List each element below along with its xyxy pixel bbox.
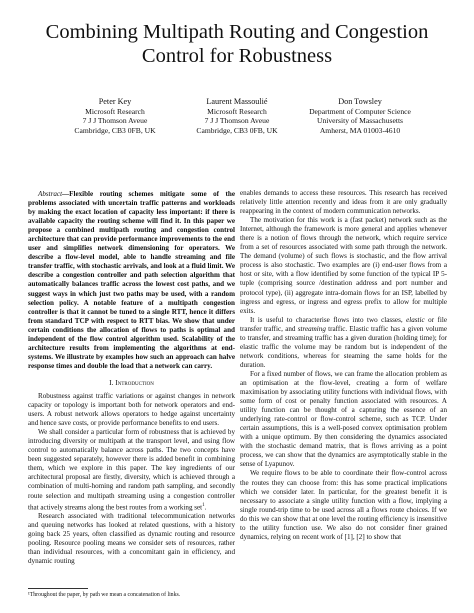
author-name: Don Towsley — [338, 97, 382, 106]
author-affiliation: Department of Computer Science — [309, 106, 411, 116]
author-affiliation: Microsoft Research — [207, 106, 267, 116]
footnote: ¹Throughout the paper, by path we mean a concatenation of links. — [28, 592, 181, 598]
section-heading: I. Introduction — [109, 377, 154, 387]
term-streaming: streaming — [297, 324, 326, 333]
term-elastic: elastic — [406, 315, 425, 324]
author-address: 7 J J Thomson Aveue — [82, 116, 148, 126]
intro-paragraph-3: Research associated with traditional telecommunication networks and queuing networks has looked at related questions, with a history going back 25 years, often classified as dynamic routing and resource pooling. Resource pooling means we consider sets of resources, rather than individual resources, with a concomitant gain in efficiency, and dynamic routing — [28, 511, 235, 566]
footnote-rule — [28, 588, 88, 589]
intro-paragraph-2: We shall consider a particular form of robustness that is achieved by introducing diversity or multipath at the transport level, and using flow control to automatically balance across paths. The two concepts have been suggested separately, however there is added benefit in combining them, which we explore in this paper. The key ingredients of our architectural proposal are firstly, diversity, which is achieved through a combination of multi-homing and random path sampling, and secondly route selection and multipath streaming using a congestion controller that actively streams along the best routes from a working set$^1$. — [28, 428, 235, 511]
right-paragraph-4: For a fixed number of flows, we can frame the allocation problem as an optimisation at the flow-level, creating a form of welfare maximisation by associating utility functions with individual flows, with some form of cost or penalty function associated with resources. A utility function can be thought of a capturing the essence of an underlying rate-control or flow-control scheme, such as TCP. Under certain assumptions, this is a well-posed convex optimisation problem with a unique optimum. By then considering the dynamics associated with the stochastic demand matrix, that is flows arriving as a point process, we can show that the dynamics are asymptotically stable in the sense of Lyapunov. — [240, 369, 447, 469]
intro-paragraph-1: Robustness against traffic variations or against changes in network capacity or topology is important both for network operators and end-users. A robust network allows operators to hedge against uncertainty and hence save costs, or provide performance benefits to end users. — [28, 391, 235, 428]
right-column — [240, 189, 447, 542]
abstract-lead: Abstract — [38, 190, 63, 198]
text-run: or file transfer traffic, and — [240, 315, 448, 333]
abstract-text: —Flexible routing schemes mitigate some of the problems associated with uncertain traffic patterns and workloads by making the exact location of capacity less important: if there is available capacity the routing scheme will find it. In this paper we propose a combined multipath routing and congestion control architecture that can provide performance improvements to the end user and simplifies network dimensioning for operators. We describe a flow-level model, able to handle streaming and file transfer traffic, with stochastic arrivals, and look at a fluid limit. We describe a congestion controller and path selection algorithm that automatically balances traffic across the lowest cost paths, and we suggest ways in which just two paths may be used, with a random selection policy. A notable feature of a multipath congestion controller is that it cannot be tuned to a single RTT, hence it differs from standard TCP with respect to RTT bias. We show that under certain conditions the allocation of flows to paths is optimal and independent of the flow control algorithm used. Scalability of the architecture results from implementing the algorithms at end-systems. We illustrate by examples how such an approach can halve response times and double the load that a network can carry. — [28, 190, 235, 370]
abstract — [28, 190, 235, 371]
author-city: Cambridge, CB3 0FB, UK — [74, 125, 156, 135]
text-run: It is useful to characterise flows into two classes, — [250, 315, 403, 324]
author-name: Peter Key — [98, 97, 132, 106]
right-paragraph-1: enables demands to access these resources. This research has received relatively little attention recently and ideas from it are only gradually reappearing in the context of modern communication networks. — [240, 189, 447, 216]
text-run: traffic. Elastic traffic has a given volume to transfer, and streaming traffic has a given duration (holding time); for elastic traffic the volume may be random but is independent of the network conditions, whereas for steaming the same holds for the duration. — [240, 324, 447, 369]
author-address: University of Massachusetts — [316, 116, 404, 126]
author-block-3 — [285, 97, 435, 135]
author-city: Amherst, MA 01003-4610 — [319, 125, 401, 135]
author-address: 7 J J Thomson Aveue — [204, 116, 270, 126]
intro-paragraph-2-text: We shall consider a particular form of robustness that is achieved by introducing diversity or multipath at the transport level, and using flow control to automatically balance across paths. The two concepts have been suggested separately, however there is added benefit in combining them, which we explore in this paper. The key ingredients of our architectural proposal are firstly, diversity, which is achieved through a combination of multi-homing and random path sampling, and secondly route selection and multipath streaming using a congestion controller that actively streams along the best routes from a working set — [28, 428, 235, 511]
right-paragraph-2: The motivation for this work is a (fast packet) network such as the Internet, although the framework is more general and applies whenever there is a notion of flows through the network, which require service from a set of resources associated with some path through the network. The demand (volume) of such flows is stochastic, and the flow arrival process is also stochastic. Two examples are (i) end-user flows from a host or site, with a flow identified by some function of the typical IP 5-tuple (comprising source /destination address and port number and protocol type), (ii) aggregate intra-domain flows for an ISP, labelled by ingress and egress, or ingress and egress prefix to allow for multiple exits. — [240, 216, 447, 315]
right-paragraph-5: We require flows to be able to coordinate their flow-control across the routes they can choose from: this has some practical implications which we consider later. In particular, for the greatest benefit it is necessary to associate a single utility function with a flow, implying a single round-trip time to be used across all a flows route choices. If we do this we can show that at one level the routing efficiency is insensitive to the utility function use. We also do not consider finer grained dynamics, relying on recent work of [1], [2] to show that — [240, 469, 447, 541]
left-column — [28, 190, 235, 566]
author-city: Cambridge, CB3 0FB, UK — [196, 125, 278, 135]
paper-title: Combining Multipath Routing and Congestion Control for Robustness — [45, 21, 429, 67]
author-name: Laurent Massoulié — [206, 97, 268, 106]
footnote-marker: 1 — [202, 502, 205, 508]
right-paragraph-3 — [240, 316, 447, 370]
author-affiliation: Microsoft Research — [85, 106, 145, 116]
